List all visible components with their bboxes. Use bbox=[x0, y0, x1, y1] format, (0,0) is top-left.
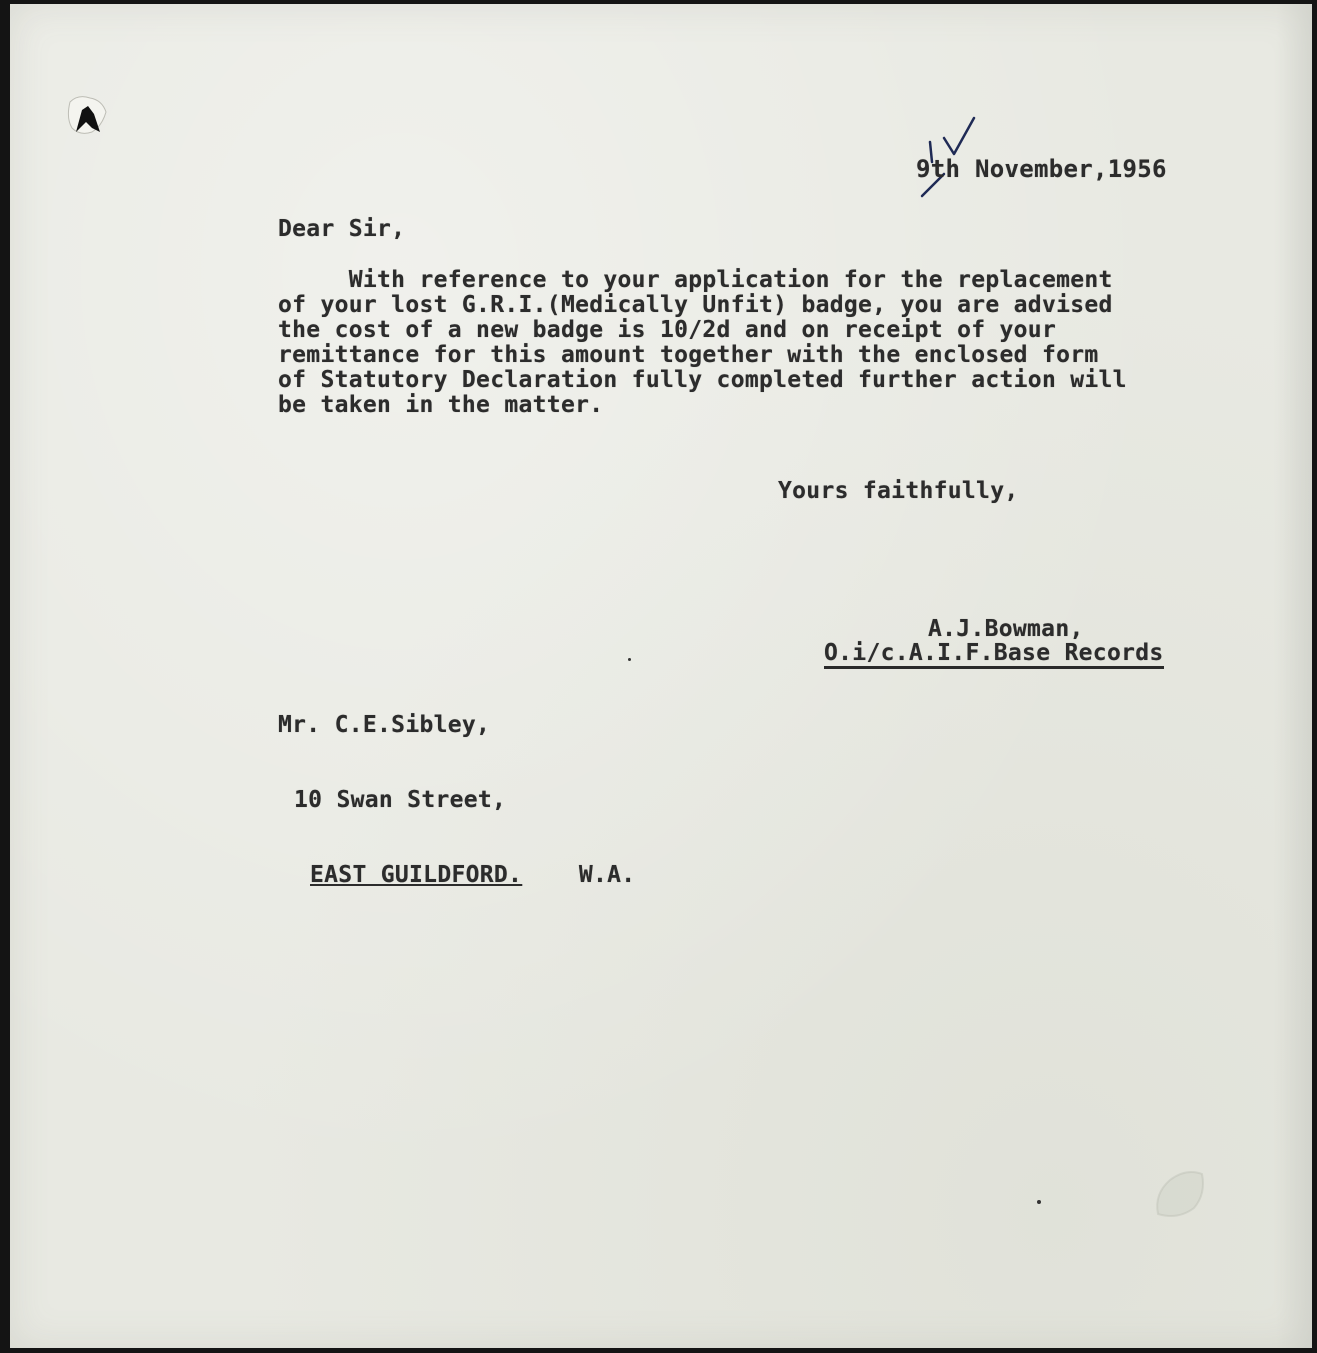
body-line: of your lost G.R.I.(Medically Unfit) badge, you are advised bbox=[278, 292, 1113, 318]
letter-date: 9th November,1956 bbox=[916, 155, 1167, 183]
closing: Yours faithfully, bbox=[778, 478, 1019, 504]
address-spacer bbox=[522, 862, 579, 888]
hole-punch-mark bbox=[62, 92, 114, 138]
body-line: of Statutory Declaration fully completed further action will bbox=[278, 367, 1127, 393]
body-line: With reference to your application for the replacement bbox=[278, 267, 1113, 293]
letter-body bbox=[278, 268, 1208, 418]
body-line: remittance for this amount together with the enclosed form bbox=[278, 342, 1099, 368]
speck bbox=[628, 658, 631, 661]
salutation: Dear Sir, bbox=[278, 216, 406, 242]
addressee-town: EAST GUILDFORD. bbox=[310, 862, 523, 888]
signatory-title: O.i/c.A.I.F.Base Records bbox=[824, 640, 1164, 669]
addressee-block bbox=[278, 663, 635, 913]
addressee-state: W.A. bbox=[578, 862, 636, 888]
addressee-name: Mr. C.E.Sibley, bbox=[278, 712, 491, 738]
body-line: be taken in the matter. bbox=[278, 392, 604, 418]
paper-edge-shadow bbox=[1276, 4, 1312, 1348]
paper-stain bbox=[1150, 1164, 1210, 1224]
speck bbox=[1037, 1200, 1041, 1204]
signatory-name: A.J.Bowman, bbox=[928, 616, 1084, 642]
addressee-town-line bbox=[278, 863, 635, 888]
body-line: the cost of a new badge is 10/2d and on receipt of your bbox=[278, 317, 1057, 343]
letter-page bbox=[10, 4, 1312, 1348]
addressee-street: 10 Swan Street, bbox=[294, 787, 507, 813]
